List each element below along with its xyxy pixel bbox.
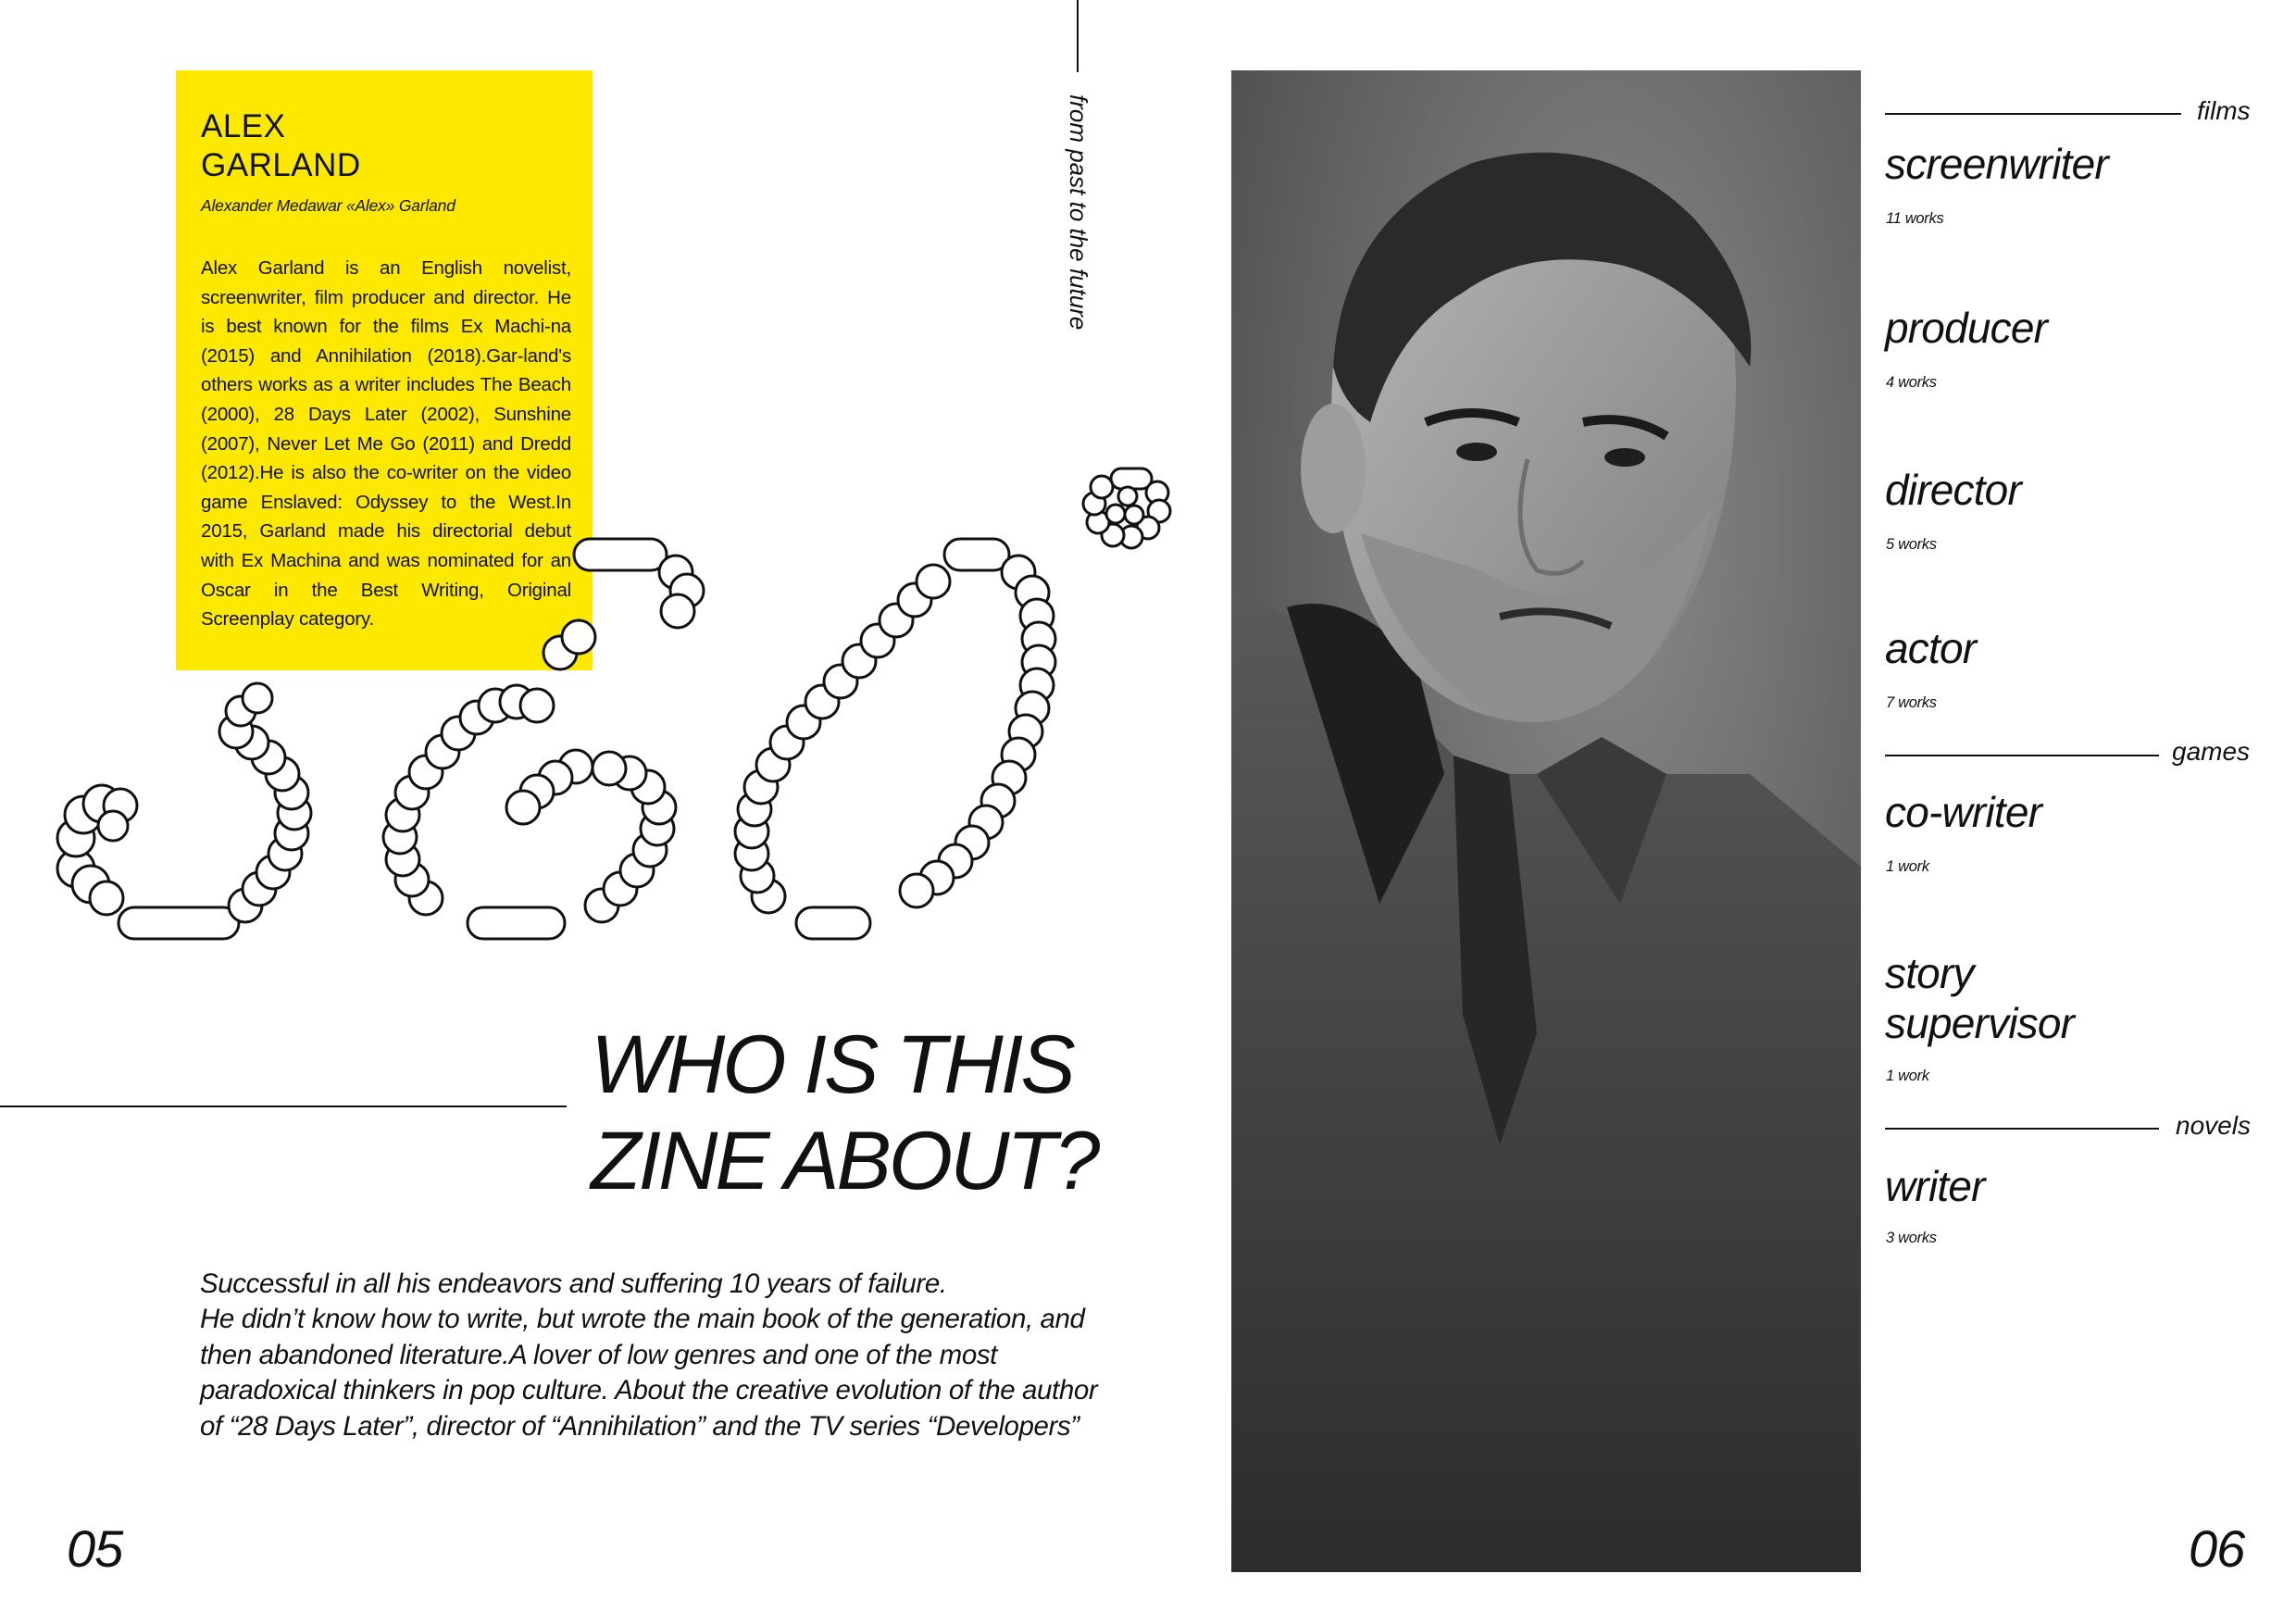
role-count-director: 5 works bbox=[1886, 536, 1937, 553]
page-title: WHO IS THIS ZINE ABOUT? bbox=[591, 1018, 1098, 1206]
bubble-glyph-ring bbox=[1083, 468, 1170, 548]
role-title-producer: producer bbox=[1885, 304, 2048, 352]
role-title-story-supervisor: story supervisor bbox=[1885, 949, 2075, 1047]
bubble-glyph-right bbox=[735, 539, 1055, 939]
role-count-actor: 7 works bbox=[1886, 694, 1937, 711]
role-count-co-writer: 1 work bbox=[1886, 858, 1929, 875]
heading-rule bbox=[0, 1106, 567, 1107]
role-title-director: director bbox=[1885, 466, 2021, 514]
category-rule-films bbox=[1885, 113, 2181, 115]
category-label-novels: novels bbox=[2176, 1111, 2251, 1140]
bio-name: ALEX GARLAND bbox=[201, 108, 361, 183]
top-divider-tick bbox=[1077, 0, 1079, 72]
role-count-screenwriter: 11 works bbox=[1886, 210, 1944, 227]
role-title-writer: writer bbox=[1885, 1162, 1985, 1210]
page-number-right: 06 bbox=[2189, 1519, 2245, 1578]
category-label-games: games bbox=[2172, 737, 2251, 766]
category-label-films: films bbox=[2197, 96, 2251, 125]
role-count-producer: 4 works bbox=[1886, 374, 1937, 391]
bubble-glyph-left bbox=[57, 683, 311, 939]
vertical-tagline bbox=[1059, 94, 1096, 391]
category-rule-games bbox=[1885, 755, 2159, 756]
role-title-screenwriter: screenwriter bbox=[1885, 140, 2108, 188]
role-count-writer: 3 works bbox=[1886, 1230, 1937, 1246]
role-title-co-writer: co-writer bbox=[1885, 788, 2042, 836]
bio-text: Alex Garland is an English novelist, screenwriter, film producer and director. He is best known for the films Ex Machi-na (2015) and Annihilation (2018).Gar-land's others works as a writer includes The Beach (2000), 28 Days Later (2002), Sunshine (2007), Never Let Me Go (2011) and Dredd (2012).He is also the co-writer on the video game Enslaved: Odyssey to the West.In 2015, Garland made his directorial debut with Ex Machina and was nominated for an Oscar in the Best Writing, Original Screenplay category. bbox=[201, 257, 571, 631]
portrait-photo-icon bbox=[1231, 70, 1861, 1572]
page-number-left: 05 bbox=[67, 1519, 123, 1578]
bubble-lettering-art bbox=[56, 463, 1222, 963]
bio-full-name: Alexander Medawar «Alex» Garland bbox=[201, 196, 455, 215]
category-rule-novels bbox=[1885, 1128, 2159, 1130]
intro-paragraph: Successful in all his endeavors and suffering 10 years of failure. He didn’t know how to write, but wrote the main book of the generation, and then abandoned literature.A lover of low genres and one of the most paradoxical thinkers in pop culture. About the creative evolution of the author of “28 Days Later”, director of “Annihilation” and the TV series “Developers” bbox=[200, 1268, 1098, 1442]
bubble-glyph-middle bbox=[383, 539, 704, 939]
tagline-text: from past to the future bbox=[1065, 94, 1092, 331]
role-title-actor: actor bbox=[1885, 624, 1977, 672]
role-count-story-supervisor: 1 work bbox=[1886, 1068, 1929, 1084]
